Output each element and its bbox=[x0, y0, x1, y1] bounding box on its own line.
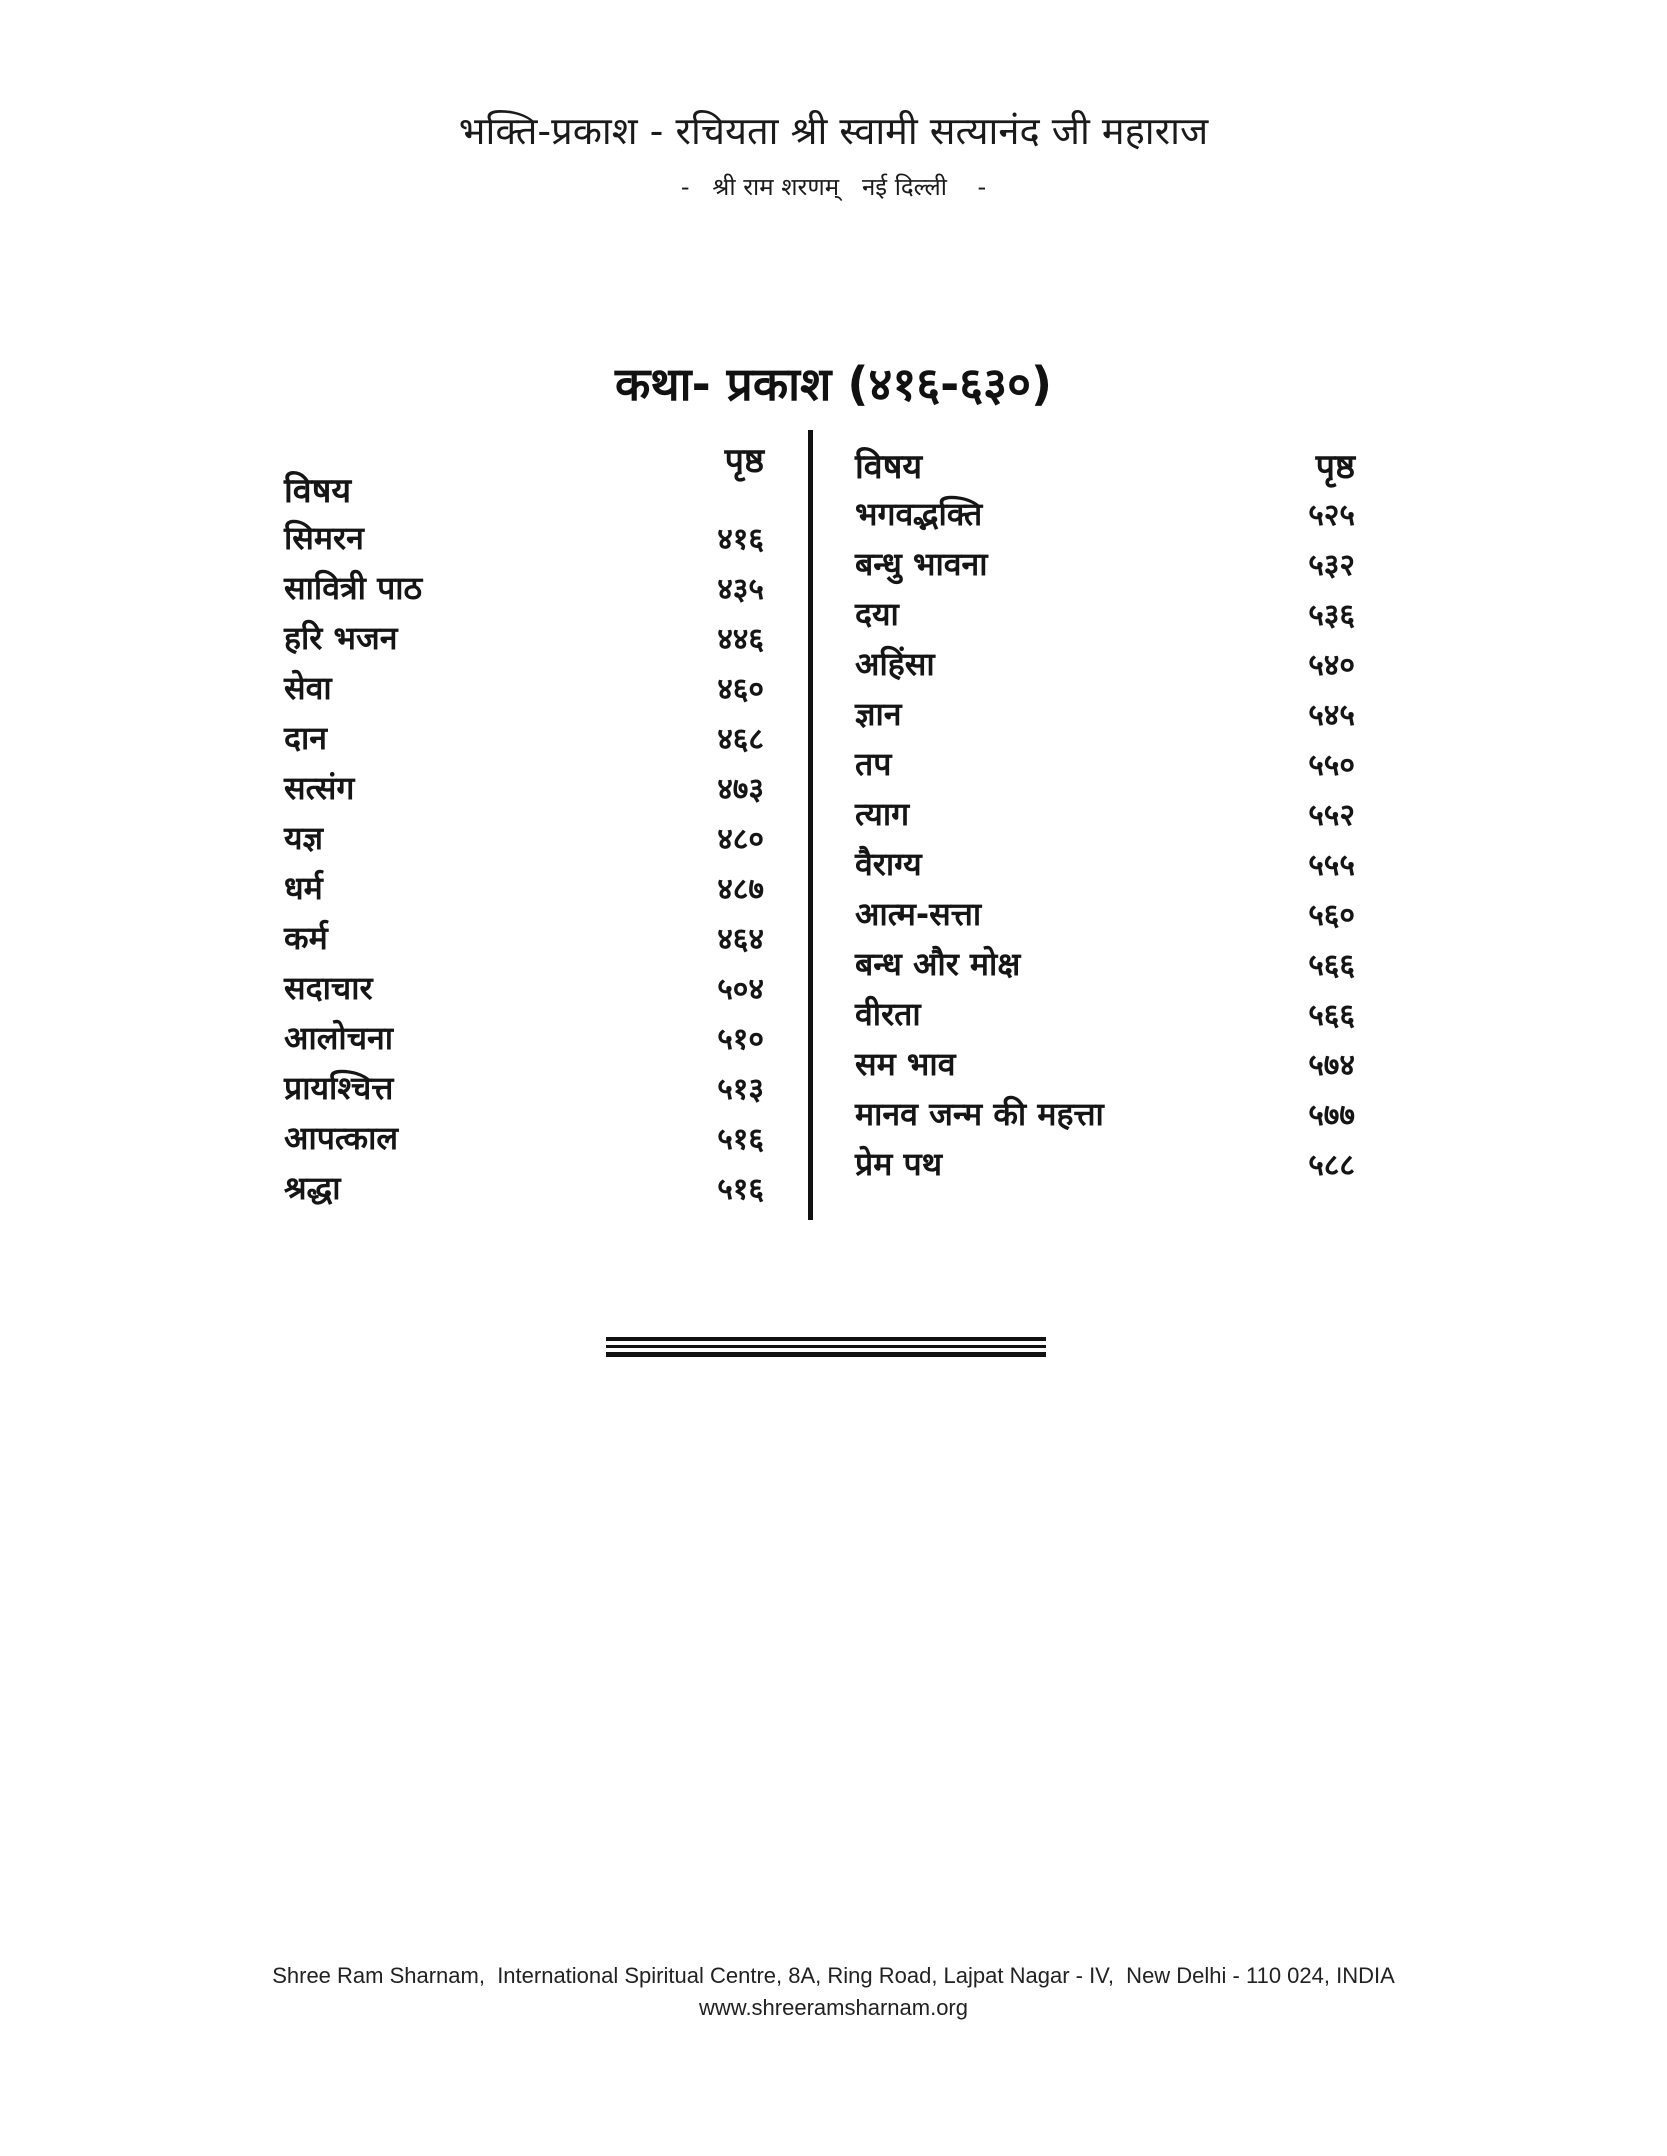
toc-page-number: ४४६ bbox=[717, 621, 764, 657]
toc-page-number: ५७७ bbox=[1308, 1097, 1355, 1133]
toc-left-header bbox=[284, 441, 764, 512]
toc-row bbox=[284, 712, 764, 762]
toc-page-number: ५४५ bbox=[1308, 697, 1355, 733]
toc-page-number: ४८७ bbox=[717, 871, 764, 907]
page-header-title: भक्ति-प्रकाश - रचियता श्री स्वामी सत्यानंद जी महाराज bbox=[458, 109, 1209, 153]
toc-page-number: ५५२ bbox=[1308, 797, 1355, 833]
toc-topic: अहिंसा bbox=[855, 644, 935, 683]
toc-page-number: ४६० bbox=[717, 671, 764, 707]
toc-page-number: ५६६ bbox=[1308, 947, 1355, 983]
toc-page-number: ५१६ bbox=[717, 1121, 764, 1157]
toc-row bbox=[855, 538, 1355, 588]
toc-row bbox=[284, 1162, 764, 1212]
toc-page-number: ५७४ bbox=[1308, 1047, 1355, 1083]
toc-topic: सत्संग bbox=[284, 768, 355, 807]
toc-row bbox=[284, 562, 764, 612]
toc-right-header bbox=[855, 434, 1355, 488]
toc-row bbox=[855, 488, 1355, 538]
toc-page-number: ४८० bbox=[717, 821, 764, 857]
toc-topic: दया bbox=[855, 594, 899, 633]
toc-page-number: ५१३ bbox=[717, 1071, 764, 1107]
toc-page-number: ५८८ bbox=[1308, 1147, 1355, 1183]
toc-topic: वीरता bbox=[855, 994, 921, 1033]
toc-topic: त्याग bbox=[855, 794, 910, 833]
toc-topic: सावित्री पाठ bbox=[284, 568, 423, 607]
toc-topic: आपत्काल bbox=[284, 1118, 399, 1157]
toc-row bbox=[284, 812, 764, 862]
toc-page-number: ४६४ bbox=[717, 921, 764, 957]
toc-page-number: ५३२ bbox=[1308, 547, 1355, 583]
toc-row bbox=[855, 1038, 1355, 1088]
toc-left-rows bbox=[284, 512, 764, 1212]
toc-row bbox=[284, 612, 764, 662]
toc-page-number: ४७३ bbox=[717, 771, 764, 807]
toc-topic: वैराग्य bbox=[855, 844, 922, 883]
toc-row bbox=[284, 962, 764, 1012]
toc-topic: सम भाव bbox=[855, 1044, 956, 1083]
toc-topic: सेवा bbox=[284, 668, 332, 707]
toc-topic: आत्म-सत्ता bbox=[855, 894, 982, 933]
toc-topic: भगवद्भक्ति bbox=[855, 494, 983, 533]
toc-topic: आलोचना bbox=[284, 1018, 394, 1057]
toc-row bbox=[855, 1088, 1355, 1138]
toc-left-column bbox=[284, 441, 764, 1212]
toc-row bbox=[855, 588, 1355, 638]
toc-topic: यज्ञ bbox=[284, 818, 324, 857]
toc-topic: दान bbox=[284, 718, 328, 757]
toc-topic: हरि भजन bbox=[284, 618, 398, 657]
toc-page-number: ५५५ bbox=[1308, 847, 1355, 883]
toc-topic: सिमरन bbox=[284, 518, 364, 557]
toc-row bbox=[855, 938, 1355, 988]
toc-topic: धर्म bbox=[284, 868, 323, 907]
toc-row bbox=[855, 838, 1355, 888]
toc-right-rows bbox=[855, 488, 1355, 1188]
page-column-header: पृष्ठ bbox=[1315, 447, 1355, 487]
section-end-rule bbox=[606, 1352, 1046, 1357]
toc-topic: श्रद्धा bbox=[284, 1168, 341, 1207]
toc-row bbox=[284, 1112, 764, 1162]
toc-row bbox=[284, 1012, 764, 1062]
toc-topic: प्रेम पथ bbox=[855, 1144, 943, 1183]
toc-row bbox=[855, 738, 1355, 788]
toc-page-number: ५६६ bbox=[1308, 997, 1355, 1033]
toc-row bbox=[284, 662, 764, 712]
toc-page-number: ४६८ bbox=[717, 721, 764, 757]
toc-page-number: ५०४ bbox=[717, 971, 764, 1007]
toc-page-number: ५६० bbox=[1308, 897, 1355, 933]
toc-page-number: ५३६ bbox=[1308, 597, 1355, 633]
toc-page-number: ५५० bbox=[1308, 747, 1355, 783]
toc-topic: बन्धु भावना bbox=[855, 544, 988, 583]
footer-website-link[interactable]: www.shreeramsharnam.org bbox=[699, 1995, 968, 2020]
toc-page-number: ५२५ bbox=[1308, 497, 1355, 533]
toc-row bbox=[855, 788, 1355, 838]
section-title: कथा- प्रकाश (४१६-६३०) bbox=[614, 357, 1053, 411]
toc-topic: कर्म bbox=[284, 918, 328, 957]
toc-row bbox=[284, 912, 764, 962]
toc-page-number: ५४० bbox=[1308, 647, 1355, 683]
toc-topic: मानव जन्म की महत्ता bbox=[855, 1094, 1104, 1133]
topic-column-header: विषय bbox=[284, 471, 352, 511]
toc-right-column bbox=[855, 434, 1355, 1188]
topic-column-header: विषय bbox=[855, 447, 923, 487]
page-column-header: पृष्ठ bbox=[724, 441, 764, 481]
page-header-subtitle: - श्री राम शरणम् नई दिल्ली - bbox=[680, 173, 987, 201]
toc-row bbox=[855, 638, 1355, 688]
section-end-rule bbox=[606, 1337, 1046, 1341]
toc-page-number: ५१६ bbox=[717, 1171, 764, 1207]
column-divider bbox=[808, 430, 813, 1220]
toc-row bbox=[855, 988, 1355, 1038]
toc-row bbox=[855, 1138, 1355, 1188]
toc-topic: तप bbox=[855, 744, 892, 783]
toc-topic: बन्ध और मोक्ष bbox=[855, 944, 1021, 983]
toc-topic: सदाचार bbox=[284, 968, 373, 1007]
toc-page-number: ५१० bbox=[717, 1021, 764, 1057]
toc-row bbox=[284, 1062, 764, 1112]
toc-row bbox=[284, 512, 764, 562]
toc-row bbox=[284, 862, 764, 912]
toc-row bbox=[284, 762, 764, 812]
toc-page-number: ४१६ bbox=[717, 521, 764, 557]
toc-topic: प्रायश्चित्त bbox=[284, 1068, 394, 1107]
section-end-rule bbox=[606, 1345, 1046, 1348]
toc-row bbox=[855, 688, 1355, 738]
toc-row bbox=[855, 888, 1355, 938]
footer-address: Shree Ram Sharnam, International Spiritual Centre, 8A, Ring Road, Lajpat Nagar - IV, New Delhi - 110 024, INDIA bbox=[272, 1963, 1395, 1988]
toc-page-number: ४३५ bbox=[717, 571, 764, 607]
toc-topic: ज्ञान bbox=[855, 694, 902, 733]
